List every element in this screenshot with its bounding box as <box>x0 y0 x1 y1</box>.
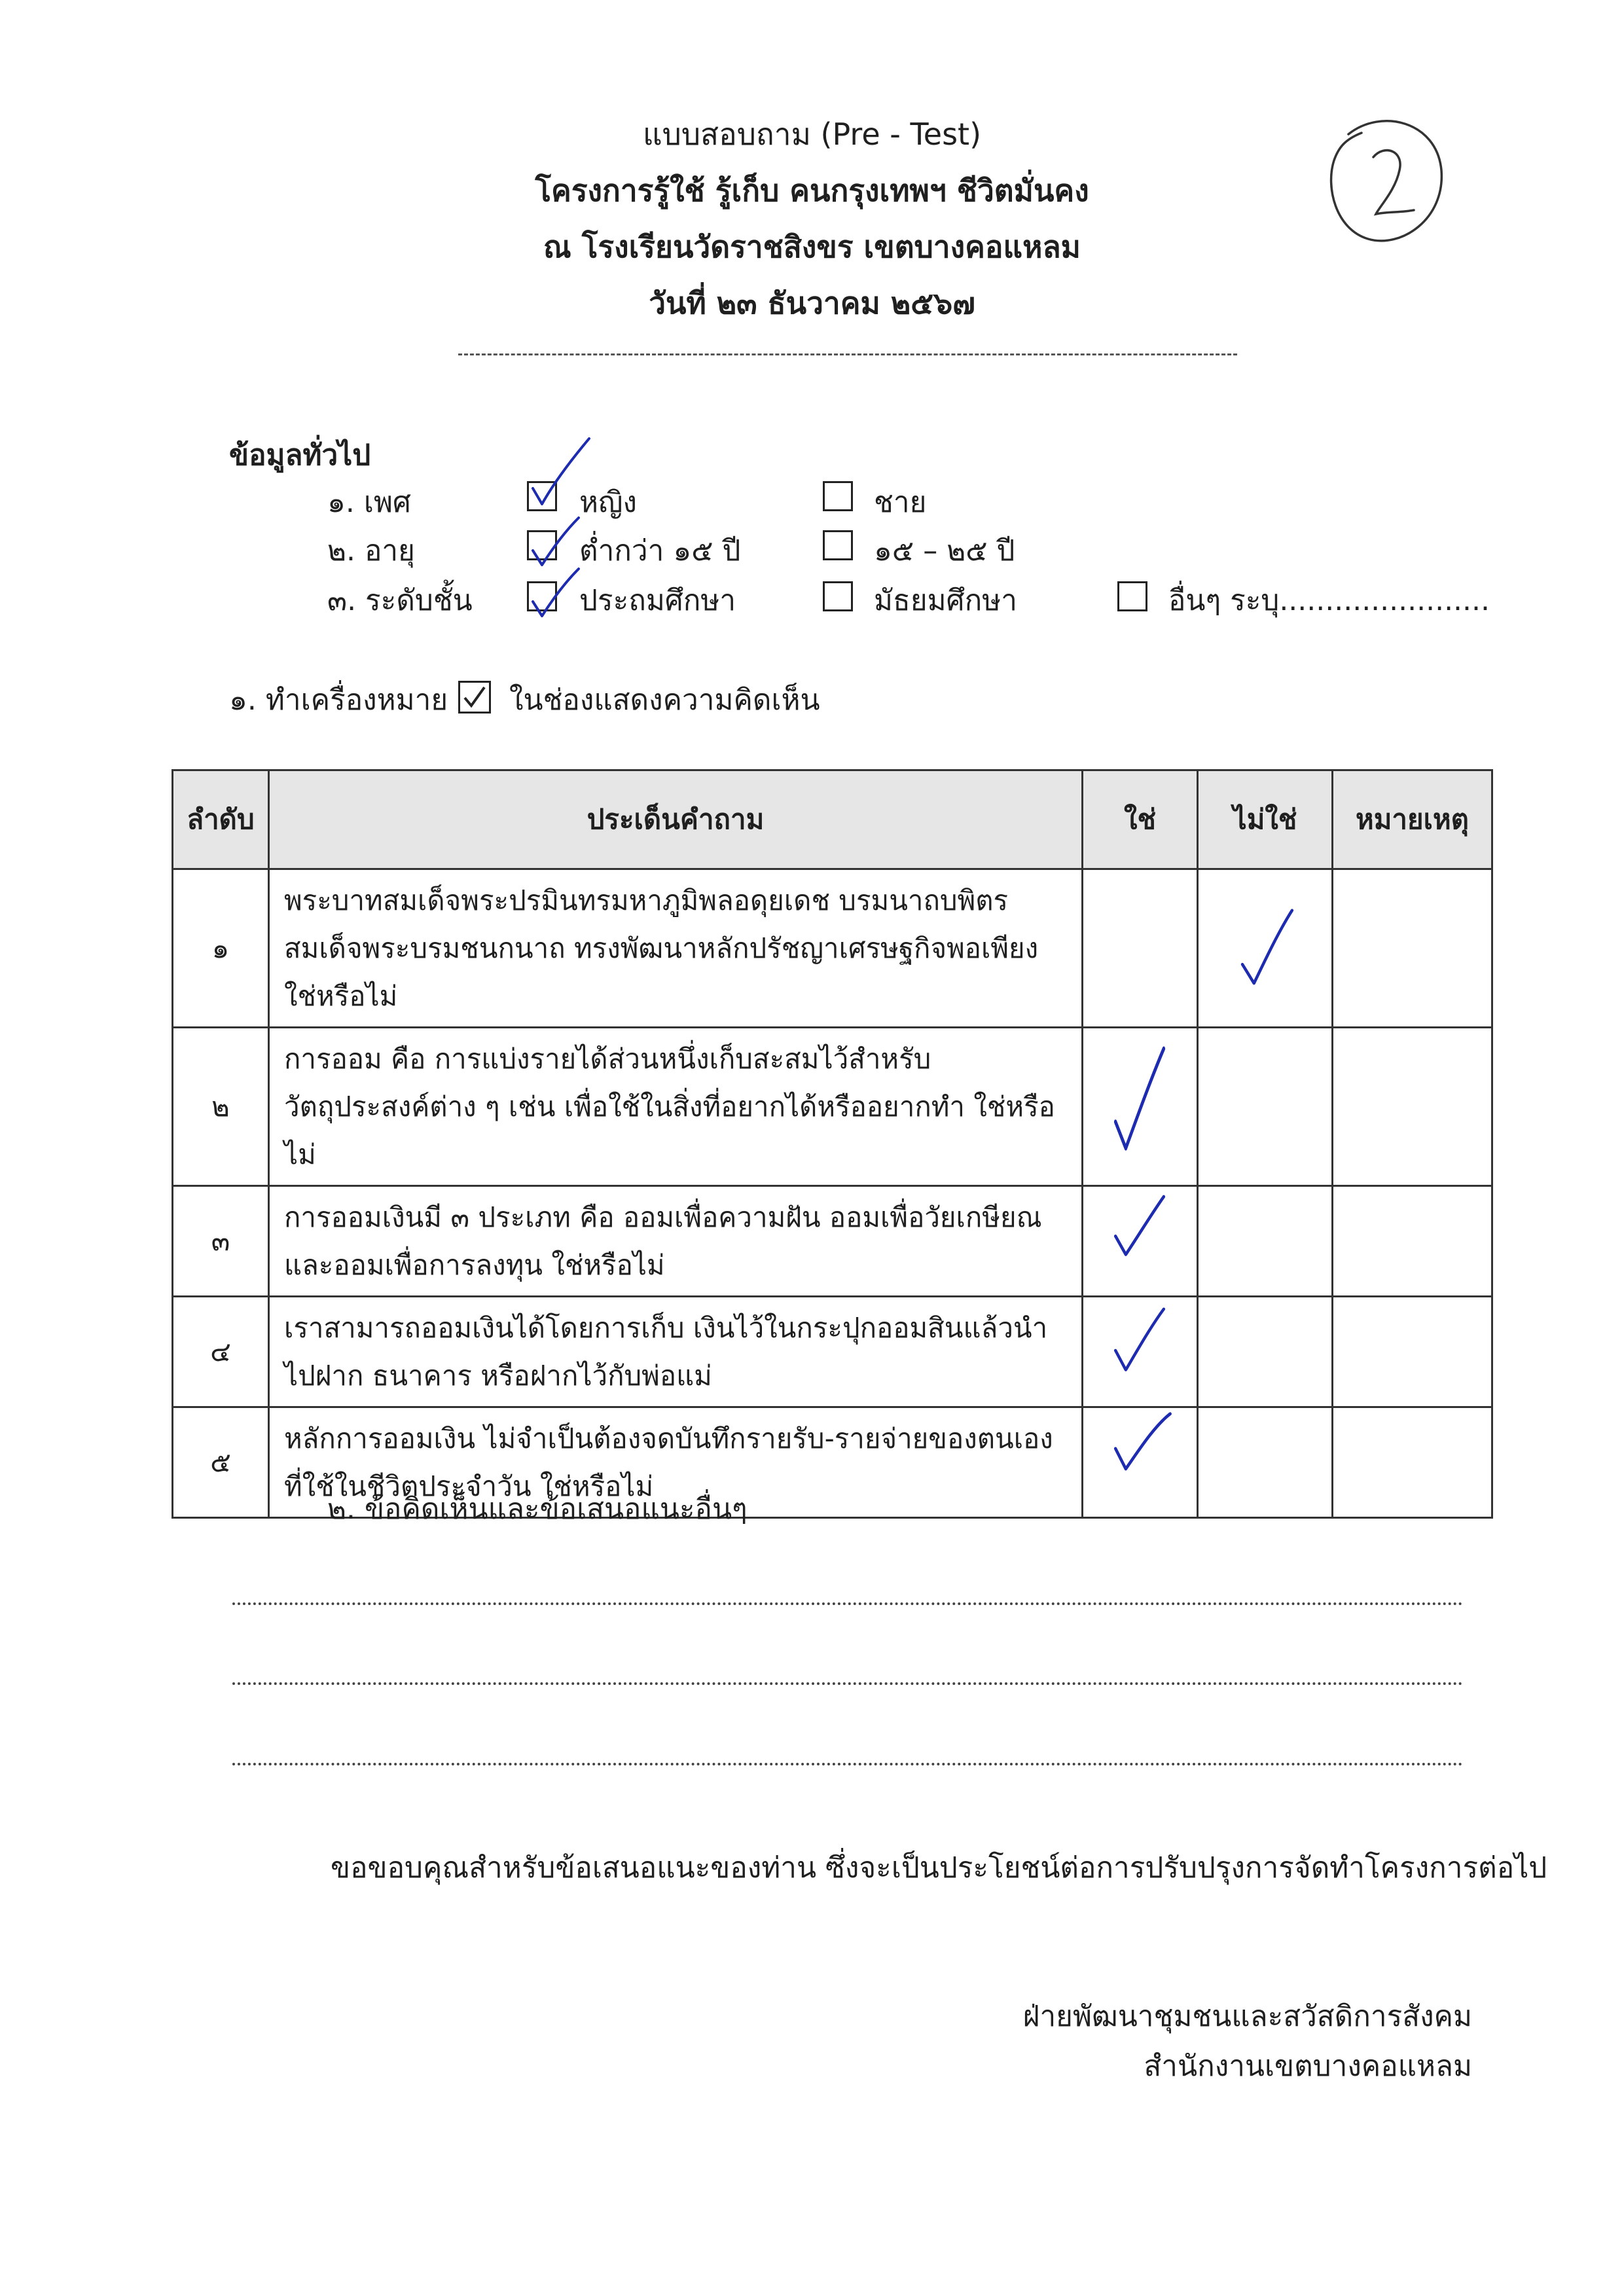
yes-cell[interactable] <box>1083 1186 1198 1297</box>
remark-cell[interactable] <box>1333 1297 1492 1407</box>
header-divider <box>458 353 1237 355</box>
table-row <box>173 1297 1492 1407</box>
row-number: ๕ <box>173 1407 269 1518</box>
no-cell[interactable] <box>1198 1407 1333 1518</box>
question-text: พระบาทสมเด็จพระปรมินทรมหาภูมิพลอดุยเดช บรมนาถบพิตร สมเด็จพระบรมชนกนาถ ทรงพัฒนาหลักปรัชญาเศรษฐกิจพอเพียงใช่หรือไม่ <box>269 869 1083 1028</box>
table-row <box>173 869 1492 1028</box>
row-number: ๓ <box>173 1186 269 1297</box>
thank-you-text: ขอขอบคุณสำหรับข้อเสนอแนะของท่าน ซึ่งจะเป็นประโยชน์ต่อการปรับปรุงการจัดทำโครงการต่อไป <box>331 1851 1547 1885</box>
yes-cell[interactable] <box>1083 1407 1198 1518</box>
age-label: ๒. อายุ <box>327 534 415 568</box>
project-name: โครงการรู้ใช้ รู้เก็บ คนกรุงเทพฯ ชีวิตมั่นคง <box>535 173 1089 208</box>
col-header-yes: ใช่ <box>1083 770 1198 869</box>
male-checkbox[interactable] <box>823 481 853 511</box>
check-mark-icon <box>1083 1028 1197 1185</box>
under-15-option-label: ต่ำกว่า ๑๕ ปี <box>579 534 741 568</box>
row-number: ๒ <box>173 1028 269 1186</box>
table-row <box>173 1028 1492 1186</box>
col-header-remark: หมายเหตุ <box>1333 770 1492 869</box>
form-title: แบบสอบถาม (Pre - Test) <box>642 117 982 152</box>
level-label: ๓. ระดับชั้น <box>327 584 473 617</box>
gender-label: ๑. เพศ <box>327 486 411 519</box>
col-header-no-answer: ไม่ใช่ <box>1198 770 1333 869</box>
comment-line-1[interactable] <box>232 1602 1463 1605</box>
form-date: วันที่ ๒๓ ธันวาคม ๒๕๖๗ <box>649 285 975 321</box>
comments-heading: ๒. ข้อคิดเห็นและข้อเสนอแนะอื่นๆ <box>327 1492 748 1526</box>
remark-cell[interactable] <box>1333 1186 1492 1297</box>
general-info-heading: ข้อมูลทั่วไป <box>229 439 371 472</box>
no-cell[interactable] <box>1198 1186 1333 1297</box>
secondary-option-label: มัธยมศึกษา <box>874 584 1017 617</box>
other-checkbox[interactable] <box>1117 581 1147 611</box>
col-header-no: ลำดับ <box>173 770 269 869</box>
remark-cell[interactable] <box>1333 1407 1492 1518</box>
row-number: ๑ <box>173 869 269 1028</box>
instruction-text: ๑. ทำเครื่องหมาย <box>229 683 448 717</box>
female-option-label: หญิง <box>579 486 637 519</box>
female-checkbox[interactable] <box>527 481 557 511</box>
age-15-25-checkbox[interactable] <box>823 530 853 560</box>
remark-cell[interactable] <box>1333 869 1492 1028</box>
question-text: เราสามารถออมเงินได้โดยการเก็บ เงินไว้ในกระปุกออมสินแล้วนำไปฝาก ธนาคาร หรือฝากไว้กับพ่อแม่ <box>269 1297 1083 1407</box>
department-name: ฝ่ายพัฒนาชุมชนและสวัสดิการสังคม <box>1022 2000 1472 2033</box>
venue: ณ โรงเรียนวัดราชสิงขร เขตบางคอแหลม <box>543 229 1081 264</box>
handwritten-page-number <box>1322 108 1447 252</box>
comment-line-2[interactable] <box>232 1682 1463 1685</box>
other-option-label: อื่นๆ ระบุ....................... <box>1168 584 1490 617</box>
primary-checkbox[interactable] <box>527 581 557 611</box>
no-cell[interactable] <box>1198 1028 1333 1186</box>
yes-cell[interactable] <box>1083 869 1198 1028</box>
instruction-text-suffix: ในช่องแสดงความคิดเห็น <box>509 683 820 717</box>
example-check-icon <box>458 681 491 714</box>
primary-option-label: ประถมศึกษา <box>579 584 736 617</box>
under-15-checkbox[interactable] <box>527 530 557 560</box>
remark-cell[interactable] <box>1333 1028 1492 1186</box>
question-text: การออมเงินมี ๓ ประเภท คือ ออมเพื่อความฝัน ออมเพื่อวัยเกษียณ และออมเพื่อการลงทุน ใช่หรือไม่ <box>269 1186 1083 1297</box>
table-row <box>173 1186 1492 1297</box>
table-header-row <box>173 770 1492 869</box>
check-mark-icon <box>1083 1297 1197 1406</box>
comment-line-3[interactable] <box>232 1763 1463 1765</box>
check-mark-icon <box>1083 1408 1197 1517</box>
col-header-question: ประเด็นคำถาม <box>269 770 1083 869</box>
check-mark-icon <box>1083 1187 1197 1295</box>
no-cell[interactable] <box>1198 1297 1333 1407</box>
yes-cell[interactable] <box>1083 1028 1198 1186</box>
question-text: การออม คือ การแบ่งรายได้ส่วนหนึ่งเก็บสะสมไว้สำหรับวัตถุประสงค์ต่าง ๆ เช่น เพื่อใช้ในสิ่งที่อยากได้หรืออยากทำ ใช่หรือไม่ <box>269 1028 1083 1186</box>
check-mark-icon <box>1199 870 1331 1026</box>
no-cell[interactable] <box>1198 869 1333 1028</box>
question-table <box>171 769 1493 1519</box>
question-text: หลักการออมเงิน ไม่จำเป็นต้องจดบันทึกรายรับ-รายจ่ายของตนเองที่ใช้ในชีวิตประจำวัน ใช่หรือไม่ <box>269 1407 1083 1518</box>
male-option-label: ชาย <box>874 486 927 519</box>
secondary-checkbox[interactable] <box>823 581 853 611</box>
age-15-25-option-label: ๑๕ – ๒๕ ปี <box>874 534 1015 568</box>
row-number: ๔ <box>173 1297 269 1407</box>
yes-cell[interactable] <box>1083 1297 1198 1407</box>
office-name: สำนักงานเขตบางคอแหลม <box>1144 2050 1472 2083</box>
